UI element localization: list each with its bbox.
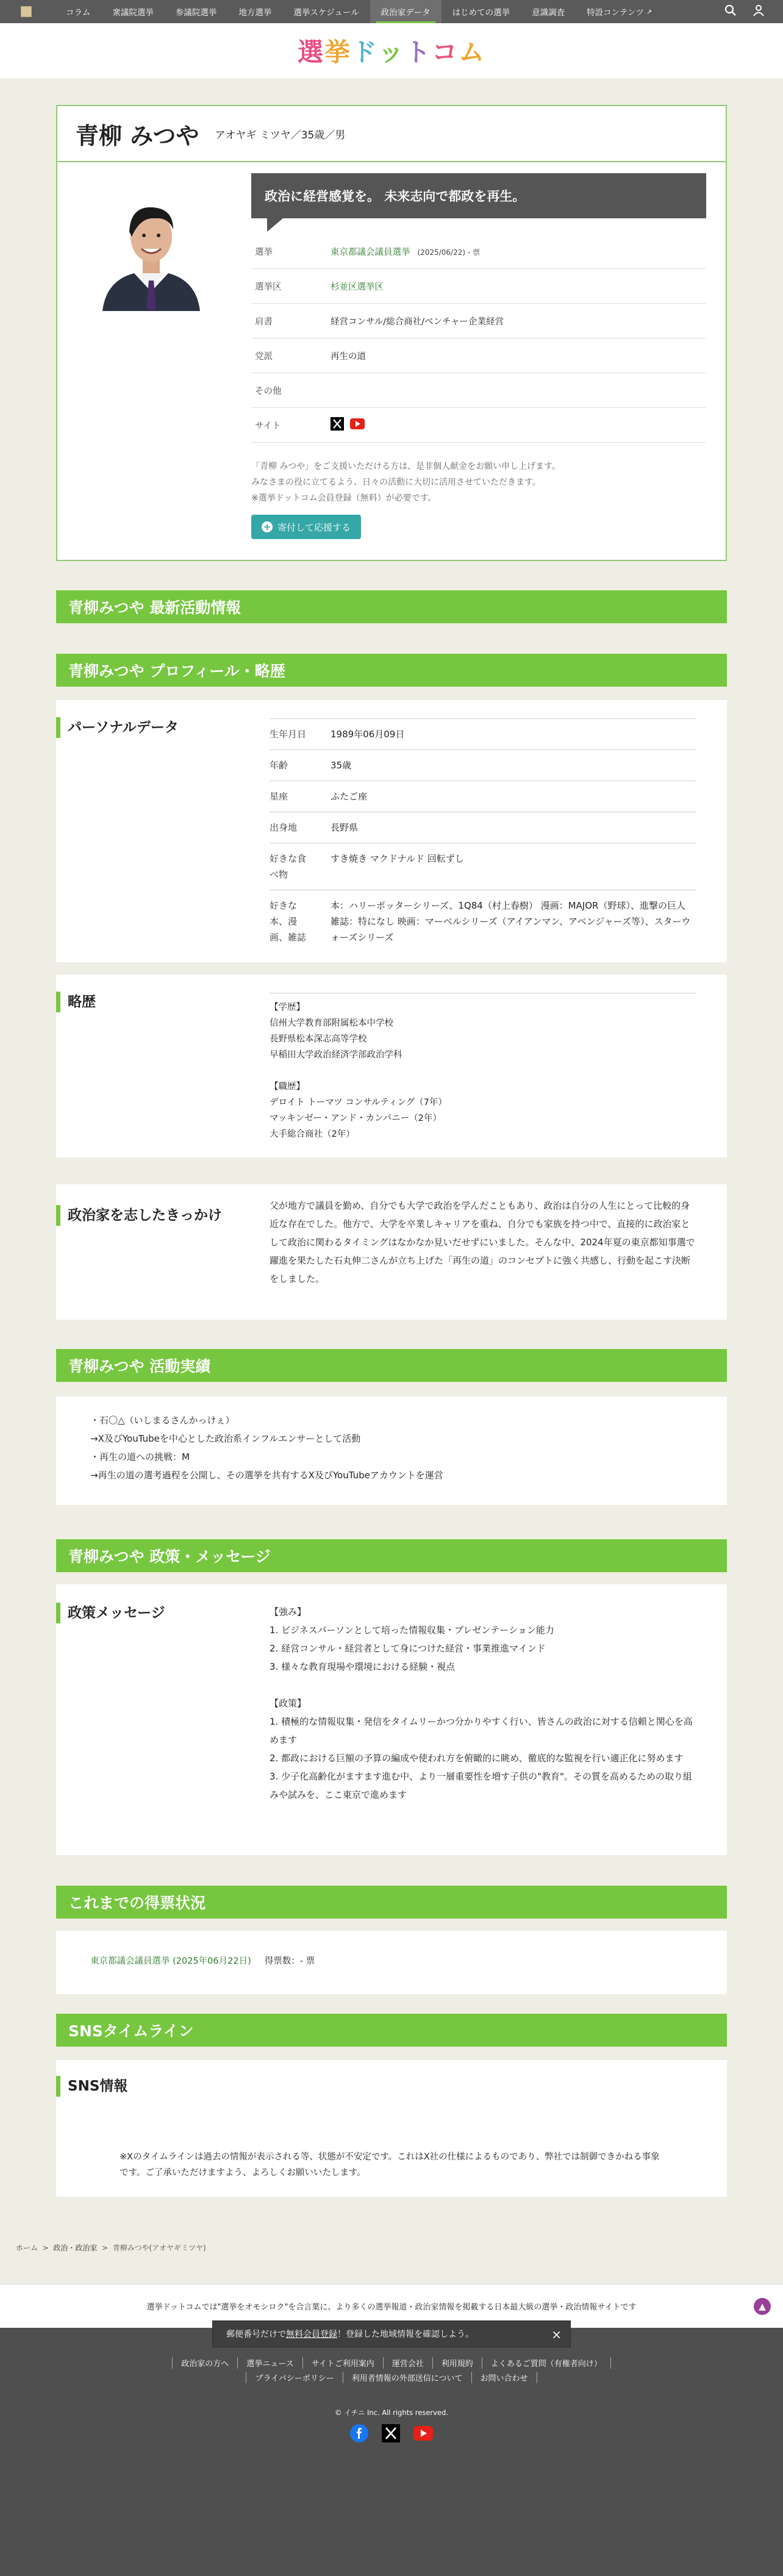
footer-link[interactable]: サイトご利用案内 xyxy=(302,2357,383,2369)
breadcrumb xyxy=(16,2242,206,2253)
section-title: 略歴 xyxy=(56,992,96,1012)
activity-card xyxy=(56,1397,727,1505)
site-logo[interactable]: 選挙ドットコム xyxy=(297,37,486,67)
personal-data-value: ふたご座 xyxy=(331,791,368,802)
sns-note: ※Xのタイムラインは過去の情報が表示される等、状態が不安定です。これはX社の仕様によるものであり、弊社では制御できかねる事象です。ご了承いただけますよう、よろしくお願いいたします。 xyxy=(120,2152,660,2178)
personal-data-card xyxy=(56,700,727,962)
info-value xyxy=(331,245,706,258)
history-card xyxy=(56,975,727,1157)
info-label: 選挙区 xyxy=(255,282,282,292)
footer-link[interactable]: よくあるご質問（有権者向け） xyxy=(482,2357,611,2369)
popup-signup-link[interactable]: 無料会員登録 xyxy=(286,2330,337,2339)
info-row xyxy=(251,373,706,408)
nav-item[interactable]: はじめての選挙 xyxy=(452,8,510,18)
personal-data-value: 本：ハリーポッターシリーズ、1Q84（村上春樹） 漫画：MAJOR（野球）、進撃の巨人 雑誌：特になし 映画：マーベルシリーズ（アイアンマン、アベンジャーズ等）、スターウォーズシリーズ xyxy=(331,900,691,943)
youtube-icon[interactable] xyxy=(350,417,365,433)
info-row-site xyxy=(251,408,706,443)
personal-data-value: 1989年06月09日 xyxy=(331,729,405,740)
personal-data-row xyxy=(270,781,696,812)
info-row xyxy=(251,234,706,269)
donate-label: 寄付して応援する xyxy=(277,521,351,533)
footer-link[interactable]: プライバシーポリシー xyxy=(246,2372,342,2383)
candidate-photo xyxy=(98,189,205,311)
personal-data-label: 星座 xyxy=(270,791,288,802)
breadcrumb-home[interactable]: ホーム xyxy=(16,2244,38,2252)
popup-text: 郵便番号だけで xyxy=(226,2330,286,2339)
banner-policy: 青柳みつや 政策・メッセージ xyxy=(56,1539,727,1572)
donation-note xyxy=(251,459,706,506)
nav-item[interactable]: コラム xyxy=(66,8,91,18)
info-value xyxy=(331,280,706,293)
section-title: パーソナルデータ xyxy=(56,717,179,738)
candidate-kana: アオヤギ ミツヤ／35歳／男 xyxy=(215,129,346,141)
info-value-link[interactable]: 杉並区選挙区 xyxy=(331,282,384,292)
personal-data-label: 年齢 xyxy=(270,760,288,771)
close-icon[interactable]: × xyxy=(551,2327,562,2342)
candidate-name: 青柳 みつや xyxy=(76,122,199,149)
info-row xyxy=(251,338,706,373)
personal-data-label: 生年月日 xyxy=(270,729,307,740)
copyright: © イチニ Inc. All rights reserved. xyxy=(335,2408,448,2417)
donate-button[interactable] xyxy=(251,515,361,539)
footer-socials xyxy=(350,2424,433,2445)
info-label: 党派 xyxy=(255,351,273,362)
nav-item[interactable]: 意識調査 xyxy=(532,8,565,18)
nav-item[interactable]: 衆議院選挙 xyxy=(112,8,154,18)
home-icon[interactable] xyxy=(21,6,32,17)
info-label: サイト xyxy=(255,421,281,431)
x-icon[interactable] xyxy=(382,2424,400,2445)
chevron-right-icon: > xyxy=(40,2244,51,2252)
candidate-info-table xyxy=(251,234,706,443)
top-navigation xyxy=(0,0,783,23)
candidate-card xyxy=(56,105,727,561)
info-value-text: 経営コンサル/総合商社/ベンチャー企業経営 xyxy=(331,317,504,327)
personal-data-table xyxy=(270,718,696,953)
search-icon[interactable] xyxy=(724,4,737,19)
nav-item[interactable]: 参議院選挙 xyxy=(175,8,217,18)
banner-latest: 青柳みつや 最新活動情報 xyxy=(56,590,727,623)
info-value-text: 再生の道 xyxy=(331,351,366,362)
external-link-icon: ↗ xyxy=(646,7,652,16)
motive-text: 父が地方で議員を勤め、自分でも大学で政治を学んだこともあり、政治は自分の人生にとって比較的身近な存在でした。他方で、大学を卒業しキャリアを重ね、自分でも家族を持つ中で、直接的に政治家として政治に関わるタイミングはなかなか見いだせずにいました。そんな中、2024年夏の東京都知事選で躍進を果たした石丸伸二さんが立ち上げた「再生の道」のコンセプトに強く共感し、行動を起こす決断をしました。 xyxy=(270,1200,695,1284)
footer-link[interactable]: 運営会社 xyxy=(383,2357,432,2369)
info-row xyxy=(251,304,706,338)
info-value-link[interactable]: 東京都議会議員選挙 xyxy=(331,247,410,257)
sns-card xyxy=(56,2060,727,2197)
nav-item[interactable]: 地方選挙 xyxy=(238,8,272,18)
votes-card xyxy=(56,1931,727,1994)
info-extra: (2025/06/22) - 票 xyxy=(417,248,480,257)
footer-link[interactable]: お問い合わせ xyxy=(471,2372,537,2383)
nav-item[interactable]: 政治家データ xyxy=(370,0,442,23)
personal-data-value: 長野県 xyxy=(331,822,359,833)
youtube-icon[interactable] xyxy=(413,2424,433,2445)
info-label: 肩書 xyxy=(255,317,273,327)
banner-sns: SNSタイムライン xyxy=(56,2014,727,2047)
vote-count: 得票数：- 票 xyxy=(264,1956,315,1966)
footer-tagline: 選挙ドットコムでは"選挙をオモシロク"を合言葉に、より多くの選挙報道・政治家情報を掲載する日本最大級の選挙・政治情報サイトです xyxy=(146,2303,637,2312)
note-line: 「青柳 みつや」をご支援いただける方は、是非個人献金をお願い申し上げます。 xyxy=(251,462,561,471)
banner-votes: これまでの得票状況 xyxy=(56,1886,727,1919)
history-text: 【学歴】 信州大学教育部附属松本中学校 長野県松本深志高等学校 早稲田大学政治経済学部政治学科 【職歴】 デロイト トーマツ コンサルティング（7年） マッキンゼー・アンド・カンパニー（2年） 大手総合商社（2年） xyxy=(270,993,696,1142)
vote-election-link[interactable]: 東京都議会議員選挙 (2025年06月22日) xyxy=(90,1956,251,1966)
breadcrumb-parent[interactable]: 政治・政治家 xyxy=(53,2244,98,2252)
policy-card xyxy=(56,1584,727,1855)
personal-data-value: 35歳 xyxy=(331,760,352,771)
info-label: その他 xyxy=(255,386,282,396)
plus-icon: + xyxy=(262,521,273,532)
section-title: 政策メッセージ xyxy=(56,1603,165,1623)
footer-links-row xyxy=(0,2357,783,2369)
footer-link[interactable]: 利用規約 xyxy=(432,2357,482,2369)
banner-profile: 青柳みつや プロフィール・略歴 xyxy=(56,654,727,687)
personal-data-row xyxy=(270,812,696,843)
personal-data-row xyxy=(270,843,696,890)
info-row xyxy=(251,269,706,304)
nav-item[interactable]: 選挙スケジュール xyxy=(293,8,359,18)
signup-popup xyxy=(212,2320,571,2347)
note-line: ※選挙ドットコム会員登録（無料）が必要です。 xyxy=(251,493,437,503)
motive-card xyxy=(56,1184,727,1320)
breadcrumb-current: 青柳みつや(アオヤギミツヤ) xyxy=(112,2244,206,2252)
footer-link[interactable]: 利用者情報の外部送信について xyxy=(343,2372,471,2383)
note-line: みなさまの役に立てるよう、日々の活動に大切に活用させていただきます。 xyxy=(251,478,541,487)
section-title: 政治家を志したきっかけ xyxy=(56,1205,222,1226)
policy-text: 【強み】 1. ビジネスパーソンとして培った情報収集・プレゼンテーション能力 2. 経営コンサル・経営者として身につけた経営・事業推進マインド 3. 様々な教育現場や環境における経験・視点 【政策】 1. 積極的な情報収集・発信をタイムリーかつ分かりやすく行い、皆さんの政治に対する信頼と関心を高めます 2. 都政における巨額の予算の編成や使われ方を俯瞰的に眺め、徹底的な監視を行い適正化に努めます 3. 少子化高齢化がますます進む中、より一層重要性を増す子供の"教育"。その質を高めるための取り組みや試みを、ここ東京で進めます xyxy=(270,1606,693,1800)
personal-data-row xyxy=(270,718,696,750)
nav-item[interactable]: 特設コンテンツ ↗ xyxy=(587,7,652,18)
site-header xyxy=(0,23,783,78)
section-title: SNS情報 xyxy=(56,2076,127,2097)
footer-link[interactable]: 選挙ニュース xyxy=(237,2357,302,2369)
activity-text: ・石〇△（いしまるさんかっけぇ） →X及びYouTubeを中心とした政治系インフルエンサーとして活動 ・再生の道への挑戦：M →再生の道の選考過程を公開し、その選挙を共有するX及びYouTubeアカウントを運営 xyxy=(90,1415,443,1481)
scroll-to-top-button[interactable] xyxy=(754,2298,771,2315)
footer-link[interactable]: 政治家の方へ xyxy=(172,2357,237,2369)
info-label: 選挙 xyxy=(255,247,273,257)
personal-data-label: 出身地 xyxy=(270,822,298,833)
catchphrase-bubble: 政治に経営感覚を。 未来志向で都政を再生。 xyxy=(251,173,706,218)
x-icon[interactable] xyxy=(331,417,344,433)
facebook-icon[interactable] xyxy=(350,2424,368,2445)
chevron-up-icon: ▲ xyxy=(759,2301,766,2312)
info-value xyxy=(331,349,706,362)
info-value xyxy=(331,315,706,327)
banner-activity: 青柳みつや 活動実績 xyxy=(56,1349,727,1382)
personal-data-row xyxy=(270,750,696,781)
footer-links-row xyxy=(0,2372,783,2383)
chevron-right-icon: > xyxy=(99,2244,110,2252)
popup-text: ！登録した地域情報を確認しよう。 xyxy=(337,2330,474,2339)
personal-data-label: 好きな食べ物 xyxy=(270,853,307,880)
personal-data-value: すき焼き マクドナルド 回転ずし xyxy=(331,853,464,864)
personal-data-label: 好きな本、漫画、雑誌 xyxy=(270,900,307,943)
user-icon[interactable] xyxy=(753,4,765,19)
footer xyxy=(0,2328,783,2576)
personal-data-row xyxy=(270,890,696,953)
